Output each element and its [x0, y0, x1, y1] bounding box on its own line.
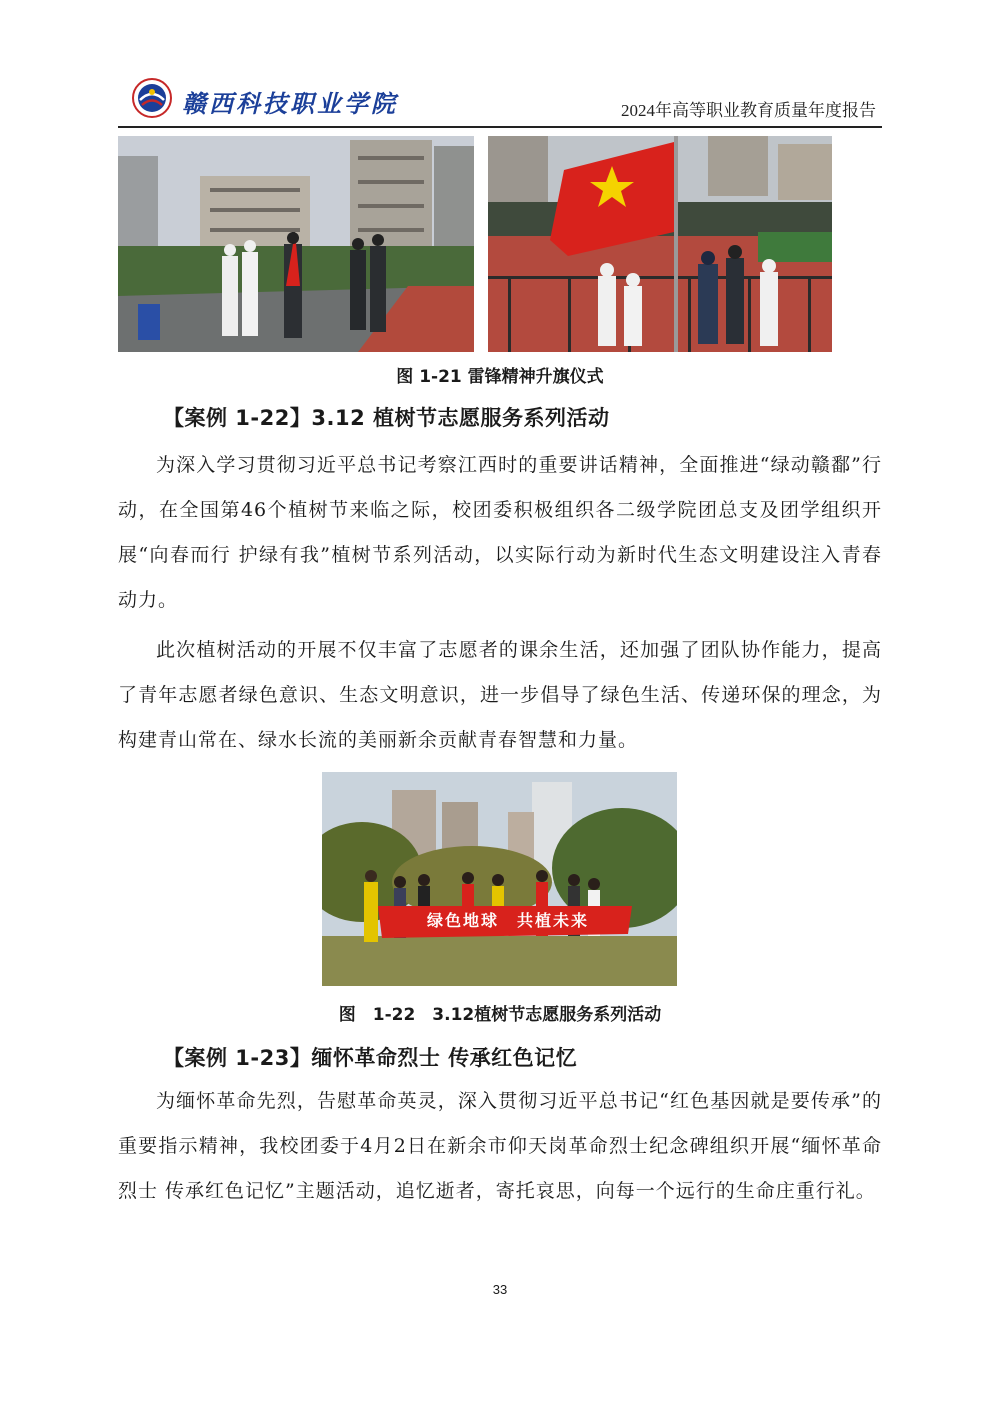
case-1-22-paragraph-2: 此次植树活动的开展不仅丰富了志愿者的课余生活，还加强了团队协作能力，提高了青年志愿者绿色意识、生态文明意识，进一步倡导了绿色生活、传递环保的理念，为构建青山常在、绿水长流的美丽新余贡献青春智慧和力量。 — [118, 639, 882, 751]
case-title-1-22: 【案例 1-22】3.12 植树节志愿服务系列活动 — [163, 406, 610, 430]
case-1-23-paragraph-1: 为缅怀革命先烈，告慰革命英灵，深入贯彻习近平总书记“红色基因就是要传承”的重要指示精神，我校团委于4月2日在新余市仰天岗革命烈士纪念碑组织开展“缅怀革命烈士 传承红色记忆”主题活动，追忆逝者，寄托哀思，向每一个远行的生命庄重行礼。 — [118, 1090, 882, 1202]
case-1-22-paragraph-1: 为深入学习贯彻习近平总书记考察江西时的重要讲话精神，全面推进“绿动赣鄱”行动，在全国第46个植树节来临之际，校团委积极组织各二级学院团总支及团学组织开展“向春而行 护绿有我”植树节系列活动，以实际行动为新时代生态文明建设注入青春动力。 — [118, 454, 882, 611]
figure-caption-1-22: 图 1-22 3.12植树节志愿服务系列活动 — [338, 1005, 662, 1025]
tree-planting-photo — [322, 772, 677, 986]
page-header — [118, 74, 882, 128]
report-title: 2024年高等职业教育质量年度报告 — [621, 101, 876, 120]
flag-guard-march-photo — [118, 136, 474, 352]
school-name: 赣西科技职业学院 — [182, 89, 398, 118]
tree-planting-banner-text: 绿色地球 共植未来 — [426, 911, 589, 930]
case-title-1-23: 【案例 1-23】缅怀革命烈士 传承红色记忆 — [163, 1046, 578, 1070]
school-logo-icon — [132, 78, 172, 118]
figure-caption-1-21: 图 1-21 雷锋精神升旗仪式 — [396, 367, 604, 387]
page-number: 33 — [492, 1282, 508, 1297]
flag-raising-photo — [488, 136, 832, 352]
